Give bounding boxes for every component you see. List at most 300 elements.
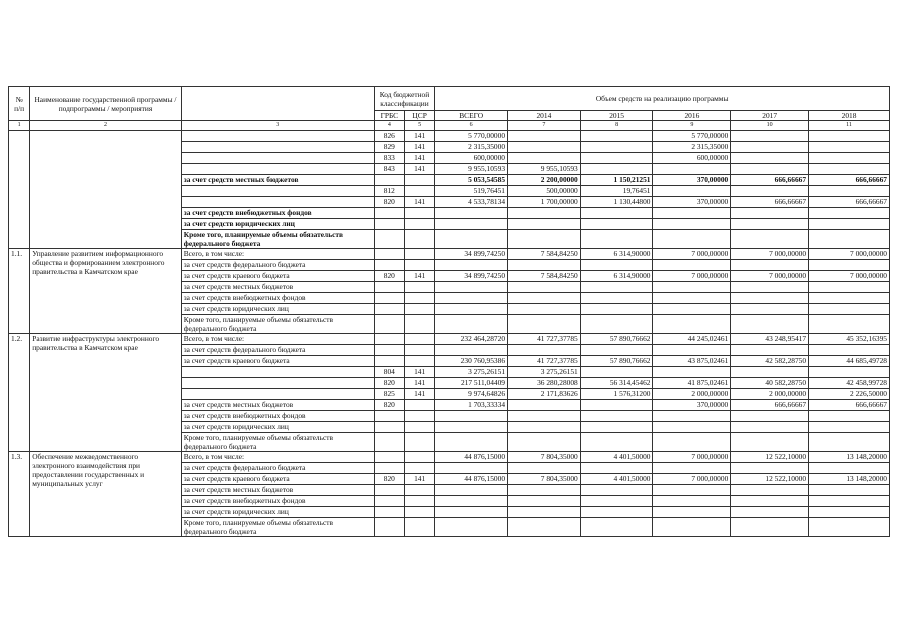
grbs-code	[374, 452, 404, 463]
amount-cell: 5 770,00000	[653, 131, 731, 142]
funding-source: Кроме того, планируемые объемы обязательств федерального бюджета	[181, 518, 374, 537]
amount-cell	[435, 411, 508, 422]
amount-cell	[580, 219, 653, 230]
header-colnum: 4	[374, 121, 404, 131]
grbs-code: 829	[374, 142, 404, 153]
funding-source: за счет средств краевого бюджета	[181, 474, 374, 485]
amount-cell: 1 130,44800	[580, 197, 653, 208]
amount-cell	[731, 463, 809, 474]
amount-cell: 519,76451	[435, 186, 508, 197]
funding-source	[181, 142, 374, 153]
amount-cell	[653, 208, 731, 219]
amount-cell: 4 533,78134	[435, 197, 508, 208]
amount-cell: 2 315,35000	[653, 142, 731, 153]
amount-cell: 666,66667	[809, 175, 890, 186]
grbs-code	[374, 518, 404, 537]
amount-cell	[580, 485, 653, 496]
amount-cell: 7 000,00000	[731, 249, 809, 260]
amount-cell	[731, 260, 809, 271]
amount-cell: 5 770,00000	[435, 131, 508, 142]
amount-cell: 1 703,33334	[435, 400, 508, 411]
amount-cell	[731, 485, 809, 496]
amount-cell	[435, 485, 508, 496]
header-colnum: 11	[809, 121, 890, 131]
funding-source	[181, 378, 374, 389]
grbs-code	[374, 356, 404, 367]
amount-cell	[653, 433, 731, 452]
csr-code: 141	[404, 153, 434, 164]
amount-cell: 666,66667	[731, 197, 809, 208]
amount-cell: 370,00000	[653, 175, 731, 186]
amount-cell	[508, 219, 581, 230]
funding-source: за счет средств внебюджетных фондов	[181, 496, 374, 507]
funding-source: Всего, в том числе:	[181, 334, 374, 345]
header-name: Наименование государственной программы / подпрограммы / мероприятия	[30, 87, 182, 121]
amount-cell	[653, 186, 731, 197]
amount-cell	[731, 496, 809, 507]
amount-cell: 7 000,00000	[809, 249, 890, 260]
amount-cell	[580, 433, 653, 452]
csr-code	[404, 293, 434, 304]
amount-cell	[809, 293, 890, 304]
amount-cell	[435, 293, 508, 304]
amount-cell	[653, 315, 731, 334]
amount-cell: 13 148,20000	[809, 452, 890, 463]
header-year: 2016	[653, 111, 731, 121]
funding-source: за счет средств краевого бюджета	[181, 356, 374, 367]
grbs-code	[374, 219, 404, 230]
amount-cell	[580, 164, 653, 175]
amount-cell	[809, 230, 890, 249]
amount-cell: 600,00000	[435, 153, 508, 164]
amount-cell	[653, 485, 731, 496]
amount-cell	[435, 282, 508, 293]
csr-code	[404, 304, 434, 315]
header-colnum: 6	[435, 121, 508, 131]
amount-cell: 13 148,20000	[809, 474, 890, 485]
amount-cell	[508, 230, 581, 249]
amount-cell: 3 275,26151	[508, 367, 581, 378]
grbs-code	[374, 485, 404, 496]
csr-code	[404, 452, 434, 463]
amount-cell	[731, 282, 809, 293]
amount-cell: 7 000,00000	[731, 271, 809, 282]
funding-source	[181, 153, 374, 164]
header-source	[181, 87, 374, 121]
amount-cell	[508, 208, 581, 219]
amount-cell: 6 314,90000	[580, 271, 653, 282]
amount-cell: 2 315,35000	[435, 142, 508, 153]
amount-cell	[580, 518, 653, 537]
amount-cell	[435, 208, 508, 219]
funding-source	[181, 131, 374, 142]
amount-cell: 40 582,28750	[731, 378, 809, 389]
amount-cell	[580, 260, 653, 271]
amount-cell	[580, 400, 653, 411]
amount-cell: 370,00000	[653, 197, 731, 208]
amount-cell	[809, 208, 890, 219]
amount-cell	[435, 518, 508, 537]
funding-source	[181, 186, 374, 197]
header-csr: ЦСР	[404, 111, 434, 121]
grbs-code: 826	[374, 131, 404, 142]
amount-cell: 34 899,74250	[435, 249, 508, 260]
amount-cell: 41 727,37785	[508, 334, 581, 345]
amount-cell: 44 685,49728	[809, 356, 890, 367]
amount-cell	[653, 496, 731, 507]
amount-cell	[508, 282, 581, 293]
amount-cell: 57 890,76662	[580, 356, 653, 367]
section-number	[9, 131, 30, 249]
amount-cell	[435, 230, 508, 249]
amount-cell	[580, 507, 653, 518]
header-colnum: 8	[580, 121, 653, 131]
amount-cell	[435, 304, 508, 315]
amount-cell	[580, 463, 653, 474]
grbs-code	[374, 230, 404, 249]
amount-cell	[580, 496, 653, 507]
amount-cell	[731, 153, 809, 164]
grbs-code	[374, 260, 404, 271]
grbs-code	[374, 304, 404, 315]
amount-cell	[809, 345, 890, 356]
amount-cell	[435, 463, 508, 474]
amount-cell	[580, 153, 653, 164]
csr-code	[404, 422, 434, 433]
amount-cell	[580, 411, 653, 422]
csr-code	[404, 411, 434, 422]
amount-cell	[508, 518, 581, 537]
grbs-code	[374, 345, 404, 356]
amount-cell	[731, 518, 809, 537]
amount-cell	[580, 293, 653, 304]
amount-cell: 5 053,54585	[435, 175, 508, 186]
amount-cell	[508, 496, 581, 507]
amount-cell	[809, 260, 890, 271]
section-name: Управление развитием информационного общества и формированием электронного правительства в Камчатском крае	[30, 249, 182, 334]
header-colnum: 7	[508, 121, 581, 131]
amount-cell: 1 700,00000	[508, 197, 581, 208]
amount-cell	[731, 186, 809, 197]
amount-cell	[580, 345, 653, 356]
amount-cell: 7 584,84250	[508, 249, 581, 260]
amount-cell: 230 760,95386	[435, 356, 508, 367]
amount-cell	[731, 315, 809, 334]
amount-cell: 36 280,28008	[508, 378, 581, 389]
funding-source: Кроме того, планируемые объемы обязательств федерального бюджета	[181, 433, 374, 452]
section-name	[30, 131, 182, 249]
csr-code	[404, 208, 434, 219]
grbs-code	[374, 411, 404, 422]
amount-cell	[435, 496, 508, 507]
funding-source: за счет средств юридических лиц	[181, 219, 374, 230]
amount-cell	[435, 315, 508, 334]
funding-source: за счет средств местных бюджетов	[181, 282, 374, 293]
csr-code: 141	[404, 164, 434, 175]
amount-cell: 43 248,95417	[731, 334, 809, 345]
header-volume: Объем средств на реализацию программы	[435, 87, 890, 111]
funding-source: за счет средств местных бюджетов	[181, 400, 374, 411]
csr-code	[404, 175, 434, 186]
csr-code: 141	[404, 142, 434, 153]
amount-cell	[508, 422, 581, 433]
amount-cell: 7 804,35000	[508, 474, 581, 485]
header-year: 2017	[731, 111, 809, 121]
header-kbk: Код бюджетной классификации	[374, 87, 435, 111]
funding-source: за счет средств федерального бюджета	[181, 260, 374, 271]
amount-cell	[809, 131, 890, 142]
amount-cell	[580, 367, 653, 378]
csr-code: 141	[404, 131, 434, 142]
amount-cell: 7 584,84250	[508, 271, 581, 282]
csr-code	[404, 463, 434, 474]
amount-cell	[508, 463, 581, 474]
amount-cell	[508, 433, 581, 452]
table-row	[9, 131, 890, 142]
amount-cell	[653, 164, 731, 175]
amount-cell: 2 226,50000	[809, 389, 890, 400]
funding-source: за счет средств местных бюджетов	[181, 175, 374, 186]
amount-cell	[809, 422, 890, 433]
amount-cell	[580, 131, 653, 142]
grbs-code	[374, 422, 404, 433]
amount-cell	[731, 367, 809, 378]
budget-table	[8, 86, 890, 537]
table-row	[9, 452, 890, 463]
grbs-code	[374, 433, 404, 452]
amount-cell	[731, 164, 809, 175]
amount-cell	[580, 230, 653, 249]
funding-source	[181, 197, 374, 208]
amount-cell	[508, 293, 581, 304]
amount-cell	[653, 367, 731, 378]
amount-cell	[653, 463, 731, 474]
amount-cell: 19,76451	[580, 186, 653, 197]
section-number: 1.1.	[9, 249, 30, 334]
amount-cell: 44 876,15000	[435, 452, 508, 463]
amount-cell: 600,00000	[653, 153, 731, 164]
funding-source: Кроме того, планируемые объемы обязательств федерального бюджета	[181, 315, 374, 334]
amount-cell: 500,00000	[508, 186, 581, 197]
amount-cell	[731, 219, 809, 230]
csr-code: 141	[404, 378, 434, 389]
section-number: 1.3.	[9, 452, 30, 537]
amount-cell	[435, 433, 508, 452]
funding-source: за счет средств федерального бюджета	[181, 345, 374, 356]
amount-cell: 44 245,02461	[653, 334, 731, 345]
amount-cell	[653, 293, 731, 304]
csr-code	[404, 186, 434, 197]
grbs-code	[374, 293, 404, 304]
header-year: 2018	[809, 111, 890, 121]
amount-cell: 666,66667	[809, 400, 890, 411]
grbs-code	[374, 463, 404, 474]
amount-cell: 44 876,15000	[435, 474, 508, 485]
funding-source: Всего, в том числе:	[181, 249, 374, 260]
csr-code	[404, 496, 434, 507]
amount-cell: 45 352,16395	[809, 334, 890, 345]
grbs-code	[374, 334, 404, 345]
header-year: 2014	[508, 111, 581, 121]
funding-source: за счет средств внебюджетных фондов	[181, 208, 374, 219]
csr-code	[404, 356, 434, 367]
amount-cell: 666,66667	[731, 400, 809, 411]
amount-cell: 217 511,04409	[435, 378, 508, 389]
csr-code: 141	[404, 474, 434, 485]
csr-code	[404, 400, 434, 411]
amount-cell	[809, 518, 890, 537]
amount-cell	[809, 282, 890, 293]
grbs-code: 820	[374, 271, 404, 282]
amount-cell: 1 150,21251	[580, 175, 653, 186]
funding-source: за счет средств юридических лиц	[181, 507, 374, 518]
amount-cell: 57 890,76662	[580, 334, 653, 345]
amount-cell: 666,66667	[809, 197, 890, 208]
amount-cell	[731, 208, 809, 219]
funding-source: Кроме того, планируемые объемы обязательств федерального бюджета	[181, 230, 374, 249]
csr-code: 141	[404, 271, 434, 282]
amount-cell	[580, 304, 653, 315]
csr-code	[404, 230, 434, 249]
amount-cell: 7 804,35000	[508, 452, 581, 463]
amount-cell: 4 401,50000	[580, 474, 653, 485]
amount-cell: 41 875,02461	[653, 378, 731, 389]
funding-source: за счет средств внебюджетных фондов	[181, 293, 374, 304]
amount-cell	[435, 219, 508, 230]
amount-cell	[653, 345, 731, 356]
amount-cell	[809, 142, 890, 153]
amount-cell	[508, 345, 581, 356]
amount-cell: 1 576,31200	[580, 389, 653, 400]
amount-cell: 370,00000	[653, 400, 731, 411]
grbs-code: 825	[374, 389, 404, 400]
header-colnum: 9	[653, 121, 731, 131]
amount-cell: 9 974,64826	[435, 389, 508, 400]
grbs-code	[374, 507, 404, 518]
amount-cell	[580, 315, 653, 334]
amount-cell: 666,66667	[731, 175, 809, 186]
csr-code	[404, 219, 434, 230]
csr-code	[404, 518, 434, 537]
amount-cell: 2 200,00000	[508, 175, 581, 186]
amount-cell	[731, 422, 809, 433]
section-name: Развитие инфраструктуры электронного правительства в Камчатском крае	[30, 334, 182, 452]
grbs-code	[374, 249, 404, 260]
grbs-code: 820	[374, 378, 404, 389]
grbs-code	[374, 175, 404, 186]
amount-cell: 42 582,28750	[731, 356, 809, 367]
amount-cell	[809, 433, 890, 452]
amount-cell	[508, 507, 581, 518]
funding-source	[181, 367, 374, 378]
amount-cell: 4 401,50000	[580, 452, 653, 463]
amount-cell	[435, 345, 508, 356]
funding-source: за счет средств федерального бюджета	[181, 463, 374, 474]
amount-cell	[580, 208, 653, 219]
header-colnum: 3	[181, 121, 374, 131]
amount-cell: 12 522,10000	[731, 452, 809, 463]
funding-source: за счет средств юридических лиц	[181, 422, 374, 433]
grbs-code	[374, 282, 404, 293]
amount-cell: 3 275,26151	[435, 367, 508, 378]
amount-cell	[653, 411, 731, 422]
amount-cell	[731, 507, 809, 518]
header-colnum: 1	[9, 121, 30, 131]
amount-cell	[731, 293, 809, 304]
amount-cell	[809, 463, 890, 474]
grbs-code: 833	[374, 153, 404, 164]
grbs-code: 804	[374, 367, 404, 378]
amount-cell: 232 464,28720	[435, 334, 508, 345]
amount-cell	[653, 230, 731, 249]
amount-cell: 7 000,00000	[653, 271, 731, 282]
grbs-code: 820	[374, 474, 404, 485]
amount-cell: 7 000,00000	[653, 249, 731, 260]
header-colnum: 10	[731, 121, 809, 131]
amount-cell: 56 314,45462	[580, 378, 653, 389]
amount-cell	[653, 518, 731, 537]
amount-cell	[580, 282, 653, 293]
header-year: 2015	[580, 111, 653, 121]
funding-source: за счет средств внебюджетных фондов	[181, 411, 374, 422]
csr-code	[404, 249, 434, 260]
funding-source	[181, 164, 374, 175]
grbs-code	[374, 315, 404, 334]
header-colnum: 2	[30, 121, 182, 131]
table-row	[9, 249, 890, 260]
amount-cell	[653, 260, 731, 271]
grbs-code: 843	[374, 164, 404, 175]
header-year: ВСЕГО	[435, 111, 508, 121]
amount-cell	[435, 260, 508, 271]
amount-cell	[508, 411, 581, 422]
amount-cell	[508, 142, 581, 153]
header-num: № п/п	[9, 87, 30, 121]
amount-cell	[731, 131, 809, 142]
amount-cell	[653, 282, 731, 293]
amount-cell: 2 000,00000	[731, 389, 809, 400]
grbs-code	[374, 208, 404, 219]
amount-cell	[809, 304, 890, 315]
amount-cell	[731, 230, 809, 249]
amount-cell: 6 314,90000	[580, 249, 653, 260]
amount-cell	[809, 367, 890, 378]
csr-code	[404, 507, 434, 518]
amount-cell	[508, 260, 581, 271]
amount-cell	[508, 153, 581, 164]
amount-cell	[508, 485, 581, 496]
funding-source: за счет средств местных бюджетов	[181, 485, 374, 496]
csr-code	[404, 315, 434, 334]
amount-cell	[731, 142, 809, 153]
csr-code: 141	[404, 197, 434, 208]
amount-cell	[809, 164, 890, 175]
table-row	[9, 334, 890, 345]
amount-cell: 42 458,99728	[809, 378, 890, 389]
amount-cell	[508, 315, 581, 334]
amount-cell	[508, 400, 581, 411]
amount-cell: 9 955,10593	[508, 164, 581, 175]
amount-cell: 43 875,02461	[653, 356, 731, 367]
amount-cell	[809, 496, 890, 507]
amount-cell	[809, 186, 890, 197]
csr-code	[404, 282, 434, 293]
amount-cell: 2 171,83626	[508, 389, 581, 400]
amount-cell: 12 522,10000	[731, 474, 809, 485]
grbs-code: 820	[374, 197, 404, 208]
csr-code: 141	[404, 367, 434, 378]
csr-code: 141	[404, 389, 434, 400]
